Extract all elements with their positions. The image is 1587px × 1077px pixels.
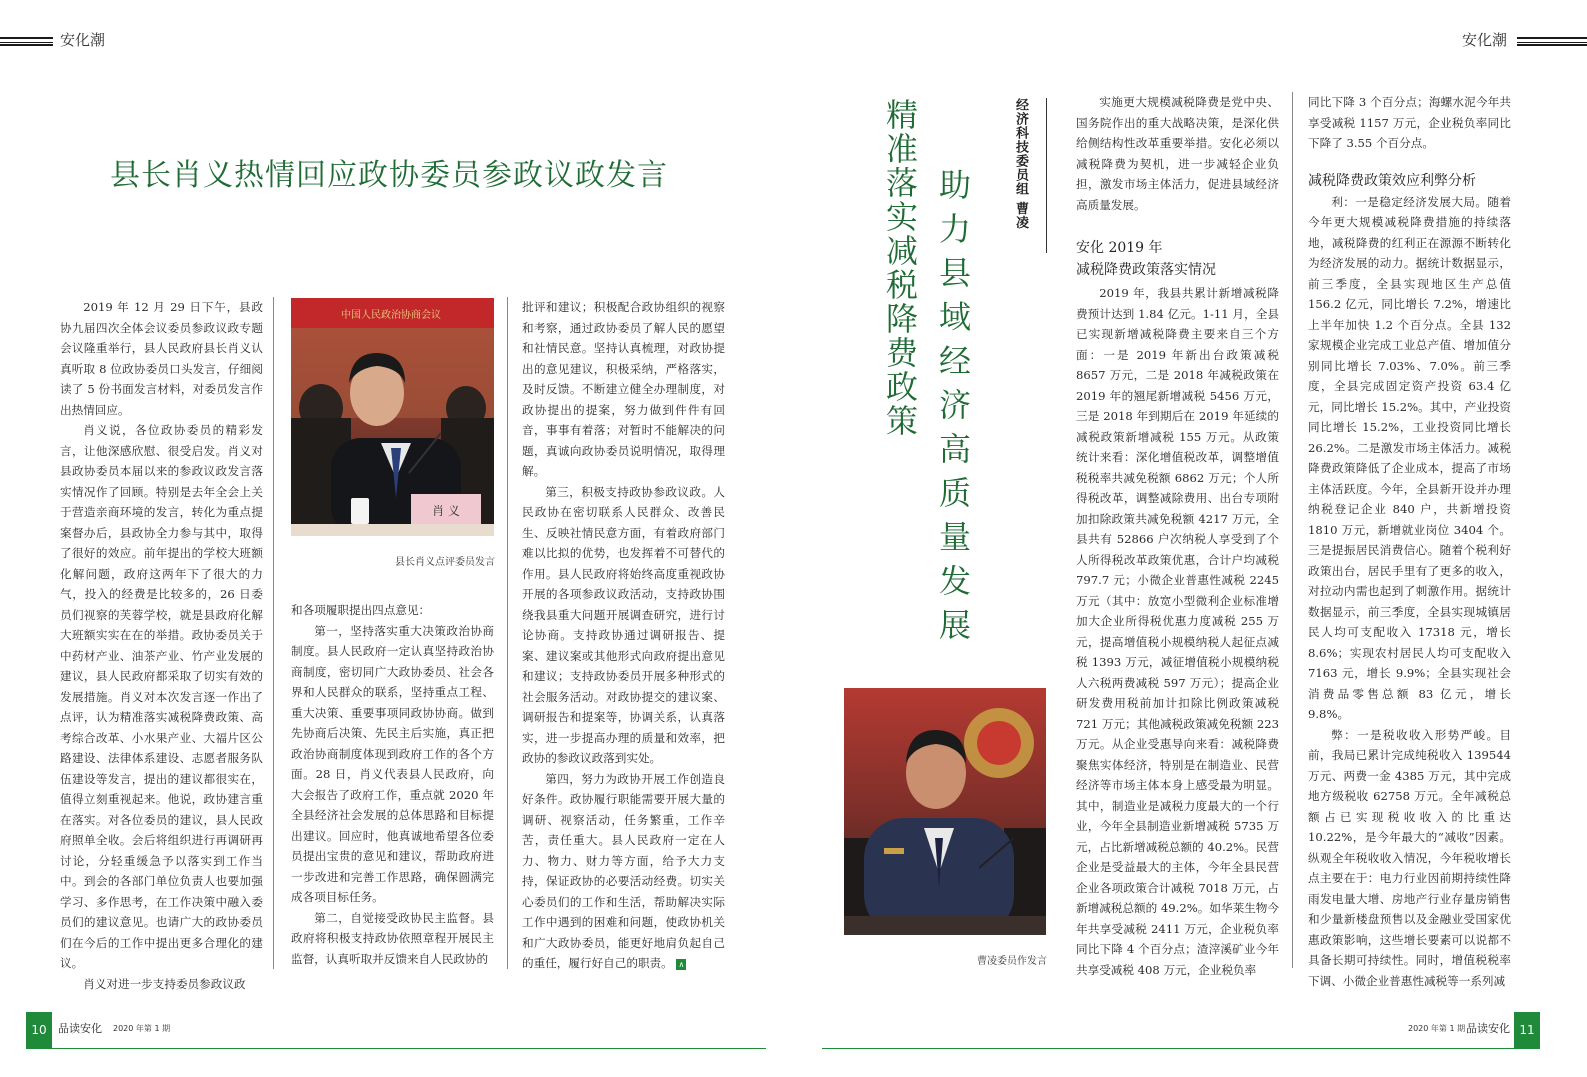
- article1-column-1: [60, 297, 263, 991]
- article1-paragraph: 第一，坚持落实重大决策政治协商制度。县人民政府一定认真坚持政治协商制度，密切同广大政协委员、社会各界和人民群众的联系，坚持重点工程、重大决策、重要事项同政协协商。做到先协商后决策、先民主后实施，真正把政治协商制度体现到政府工作的各个方面。28 日，肖义代表县人民政府，向大会报告了政府工作，重点就 2020 年全县经济社会发展的总体思路和目标提出建议。回应时，他真诚地希望各位委员提出宝贵的意见和建议，帮助政府进一步改进和完善工作思路，确保圆满完成各项目标任务。: [291, 623, 494, 904]
- article1-paragraph: 肖义说，各位政协委员的精彩发言，让他深感欣慰、很受启发。肖义对县政协委员本届以来的参政议政发言落实情况作了回顾。特别是去年全会上关于营造亲商环境的发言，转化为重点提案督办后，县政协全力参与其中，取得了很好的效应。前年提出的学校大班额化解问题，政府这两年下了很大的力气，投入的经费是比较多的，26 日委员们视察的芙蓉学校，就是县政府化解大班额实实在在的举措。政协委员关于中药材产业、油茶产业、竹产业发展的建议，县人民政府都采取了切实有效的发展措施。肖义对本次发言逐一作出了点评，认为精准落实减税降费政策、高考综合改革、小水果产业、大福片区公路建设、法律体系建设、志愿者服务队伍建设等发言，提出的建议都很实在，值得立刻重视起来。他说，政协建言重在落实。对各位委员的建议，县人民政府照单全收。会后将组织进行再调研再讨论，分轻重缓急予以落实到工作当中。到会的各部门单位负责人也要加强学习、多作思考，在工作决策中融入委员们的建议意见。也请广大的政协委员们在今后的工作中提出更多合理化的建议。: [60, 423, 263, 970]
- speaker-photo-illustration: [291, 298, 494, 536]
- footer-left-issue: 2020 年第 1 期: [113, 1024, 171, 1033]
- article2-author: 经济科技委员组 曹凌: [1013, 98, 1028, 230]
- photo-nameplate-text: 肖 义: [432, 504, 460, 518]
- article1-last-paragraph-text: 第四，努力为政协开展工作创造良好条件。政协履行职能需要开展大量的调研、视察活动，任务繁重，工作辛苦，责任重大。县人民政府一定在人力、物力、财力等方面，给予大力支持，保证政协的必要活动经费。切实关心委员们的工作和生活，帮助解决实际工作中遇到的困难和问题，使政协机关和广大政协委员，能更好地肩负起自己的重任，履行好自己的职责。: [522, 771, 725, 970]
- author-divider: [1046, 98, 1047, 253]
- article1-column-3: [522, 297, 725, 970]
- column-divider: [1292, 92, 1293, 968]
- article2-title-line1: 精准落实减税降费政策: [881, 98, 919, 438]
- article2-photo-caption: 曹凌委员作发言: [977, 956, 1047, 967]
- article2-section2-paragraph: 利：一是稳定经济发展大局。随着今年更大规模减税降费措施的持续落地，减税降费的红利正在源源不断转化为经济发展的动力。据统计数据显示，前三季度，全县实现地区生产总值 156.2 亿元，同比增长 7.2%，增速比上半年加快 1.2 个百分点。全县 132 家规模企业完成工业总产值、增加值分别同比增长 7.03%、7.0%。前三季度，全县完成固定资产投资 63.4 亿元，同比增长 15.2%。其中，产业投资同比增长 15.2%，工业投资同比增长 26.2%。二是激发市场主体活力。减税降费政策降低了企业成本，提高了市场主体活跃度。今年，全县新开设并办理纳税登记企业 840 户，共新增投资 1810 万元，新增就业岗位 3404 个。三是提振居民消费信心。随着个税利好政策出台，居民手里有了更多的收入，对拉动内需也起到了刺激作用。据统计数据显示，前三季度，全县实现城镇居民人均可支配收入 17318 元，增长 8.6%；实现农村居民人均可支配收入 7163 元，增长 9.9%；全县实现社会消费品零售总额 83 亿元，增长 9.8%。: [1308, 194, 1511, 721]
- footer-right-magazine-name: 品读安化: [1466, 1022, 1510, 1035]
- photo-banner-text: 中国人民政治协商会议: [341, 310, 441, 321]
- article2-section1-heading-line1: 安化 2019 年: [1076, 240, 1163, 256]
- article1-paragraph: 第三，积极支持政协参政议政。人民政协在密切联系人民群众、改善民生、反映社情民意方面，有着政府部门难以比拟的优势，也发挥着不可替代的作用。县人民政府将始终高度重视政协开展的各项参政议政活动，支持政协围绕我县重大问题开展调查研究，进行讨论协商。支持政协通过调研报告、提案、建议案或其他形式向政府提出意见和建议；支持政协委员开展多种形式的社会服务活动。对政协提交的建议案、调研报告和提案等，协调关系，认真落实，进一步提高办理的质量和效率，把政协的参政议政落到实处。: [522, 484, 725, 765]
- article1-paragraph: [522, 769, 725, 974]
- footer-right-issue: 2020 年第 1 期: [1408, 1024, 1466, 1033]
- column-divider: [507, 297, 508, 969]
- header-rule-left: [0, 37, 53, 46]
- footer-left-magazine-name: 品读安化: [58, 1022, 102, 1035]
- footer-right-page-number: 11: [1514, 1012, 1540, 1048]
- speaker-photo-illustration: [844, 688, 1046, 935]
- article1-paragraph: 批评和建议；积极配合政协组织的视察和考察，通过政协委员了解人民的愿望和社情民意。坚持认真梳理，对政协提出的意见建议，积极采纳，严格落实，及时反馈。不断建立健全办理制度，对政协提出的提案，努力做到件件有回音，事事有着落；对暂时不能解决的问题，真诚向政协委员说明情况，取得理解。: [522, 300, 725, 478]
- article2-section2-heading: 减税降费政策效应利弊分析: [1308, 172, 1476, 189]
- end-of-article-mark: ∧: [676, 959, 686, 970]
- article2-column-2: [1308, 92, 1511, 988]
- article1-paragraph: 肖义对进一步支持委员参政议政: [83, 976, 246, 991]
- article2-title-line2: 助力县域经济高质量发展: [934, 168, 972, 652]
- header-right-label: 安化潮: [1462, 31, 1508, 49]
- footer-left-page-number: 10: [26, 1012, 52, 1048]
- article1-title: 县长肖义热情回应政协委员参政议政发言: [110, 158, 668, 193]
- article1-photo: [291, 298, 494, 536]
- article2-column-1: [1076, 92, 1279, 977]
- article1-photo-caption: 县长肖义点评委员发言: [395, 557, 495, 568]
- article1-paragraph: 第二，自觉接受政协民主监督。县政府将积极支持政协依照章程开展民主监督，认真听取并反馈来自人民政协的: [291, 910, 494, 966]
- article2-section1-text: 2019 年，我县共累计新增减税降费预计达到 1.84 亿元。1-11 月，全县已实现新增减税降费主要来自三个方面：一是 2019 年新出台政策减税 8657 万元，二是 2018 年减税政策在 2019 年的翘尾新增减税 5456 万元，三是 2018 年到期后在 2019 年延续的减税政策新增减税 155 万元。从政策统计来看：深化增值税改革，调整增值税税率共减免税额 6862 万元；个人所得税改革，调整减除费用、出台专项附加扣除政策共减免税额 4217 万元，全县共有 52866 户次纳税人享受到了个人所得税改革政策优惠，合计户均减税 797.7 元；小微企业普惠性减税 2245 万元（其中：放宽小型微利企业标准增加大企业所得税优惠力度减税 255 万元，提高增值税小规模纳税人起征点减税 1393 万元，减征增值税小规模纳税人六税两费减税 597 万元）；提高企业研发费用税前加计扣除比例政策减税 721 万元；其他减税政策减免税额 223 万元。从企业受惠导向来看：减税降费聚焦实体经济，特别是在制造业、民营经济等市场主体本身上感受最为明显。其中，制造业是减税力度最大的一个行业，今年全县制造业新增减税 5735 万元，占比新增减税总额的 40.2%。民营企业是受益最大的主体，今年全县民营企业各项政策合计减税 7018 万元，占新增减税总额的 49.2%。如华莱生物今年共享受减税 2411 万元，企业税负率同比下降 4 个百分点；渣滓溪矿业今年共享受减税 408 万元，企业税负率: [1076, 286, 1279, 977]
- footer-right-rule: [822, 1048, 1540, 1049]
- article2-continued-text: 同比下降 3 个百分点；海螺水泥今年共享受减税 1157 万元，企业税负率同比下降了 3.55 个百分点。: [1308, 95, 1511, 150]
- article2-photo: [844, 688, 1046, 935]
- footer-left-rule: [26, 1048, 766, 1049]
- header-left-label: 安化潮: [60, 31, 106, 49]
- article2-section2-paragraph: 弊：一是税收收入形势严峻。目前，我局已累计完成纯税收入 139544 万元、两费一金 4385 万元，其中完成地方级税收 62758 万元。全年减税总额占已实现税收收入的比重达 10.22%，是今年最大的“减收”因素。纵观全年税收收入情况，今年税收增长点主要在于：电力行业因前期持续性降雨发电量大增、房地产行业存量房销售和少量新楼盘预售以及金融业受国家优惠政策影响，这些增长要素可以说都不具备长期可持续性。同时，增值税税率下调、小微企业普惠性减税等一系列减: [1308, 727, 1511, 988]
- header-rule-right: [1517, 37, 1587, 46]
- article1-paragraph: 和各项履职提出四点意见：: [291, 603, 431, 617]
- article2-intro: 实施更大规模减税降费是党中央、国务院作出的重大战略决策，是深化供给侧结构性改革重要举措。安化必须以减税降费为契机，进一步减轻企业负担，激发市场主体活力，促进县域经济高质量发展。: [1076, 95, 1279, 212]
- column-divider: [273, 297, 274, 969]
- article1-column-2: [291, 600, 494, 971]
- article2-section1-heading-line2: 减税降费政策落实情况: [1076, 262, 1216, 278]
- article1-paragraph: 2019 年 12 月 29 日下午，县政协九届四次全体会议委员参政议政专题会议隆重举行，县人民政府县长肖义认真听取 8 位政协委员口头发言，仔细阅读了 5 份书面发言材料，对委员发言作出热情回应。: [60, 300, 263, 417]
